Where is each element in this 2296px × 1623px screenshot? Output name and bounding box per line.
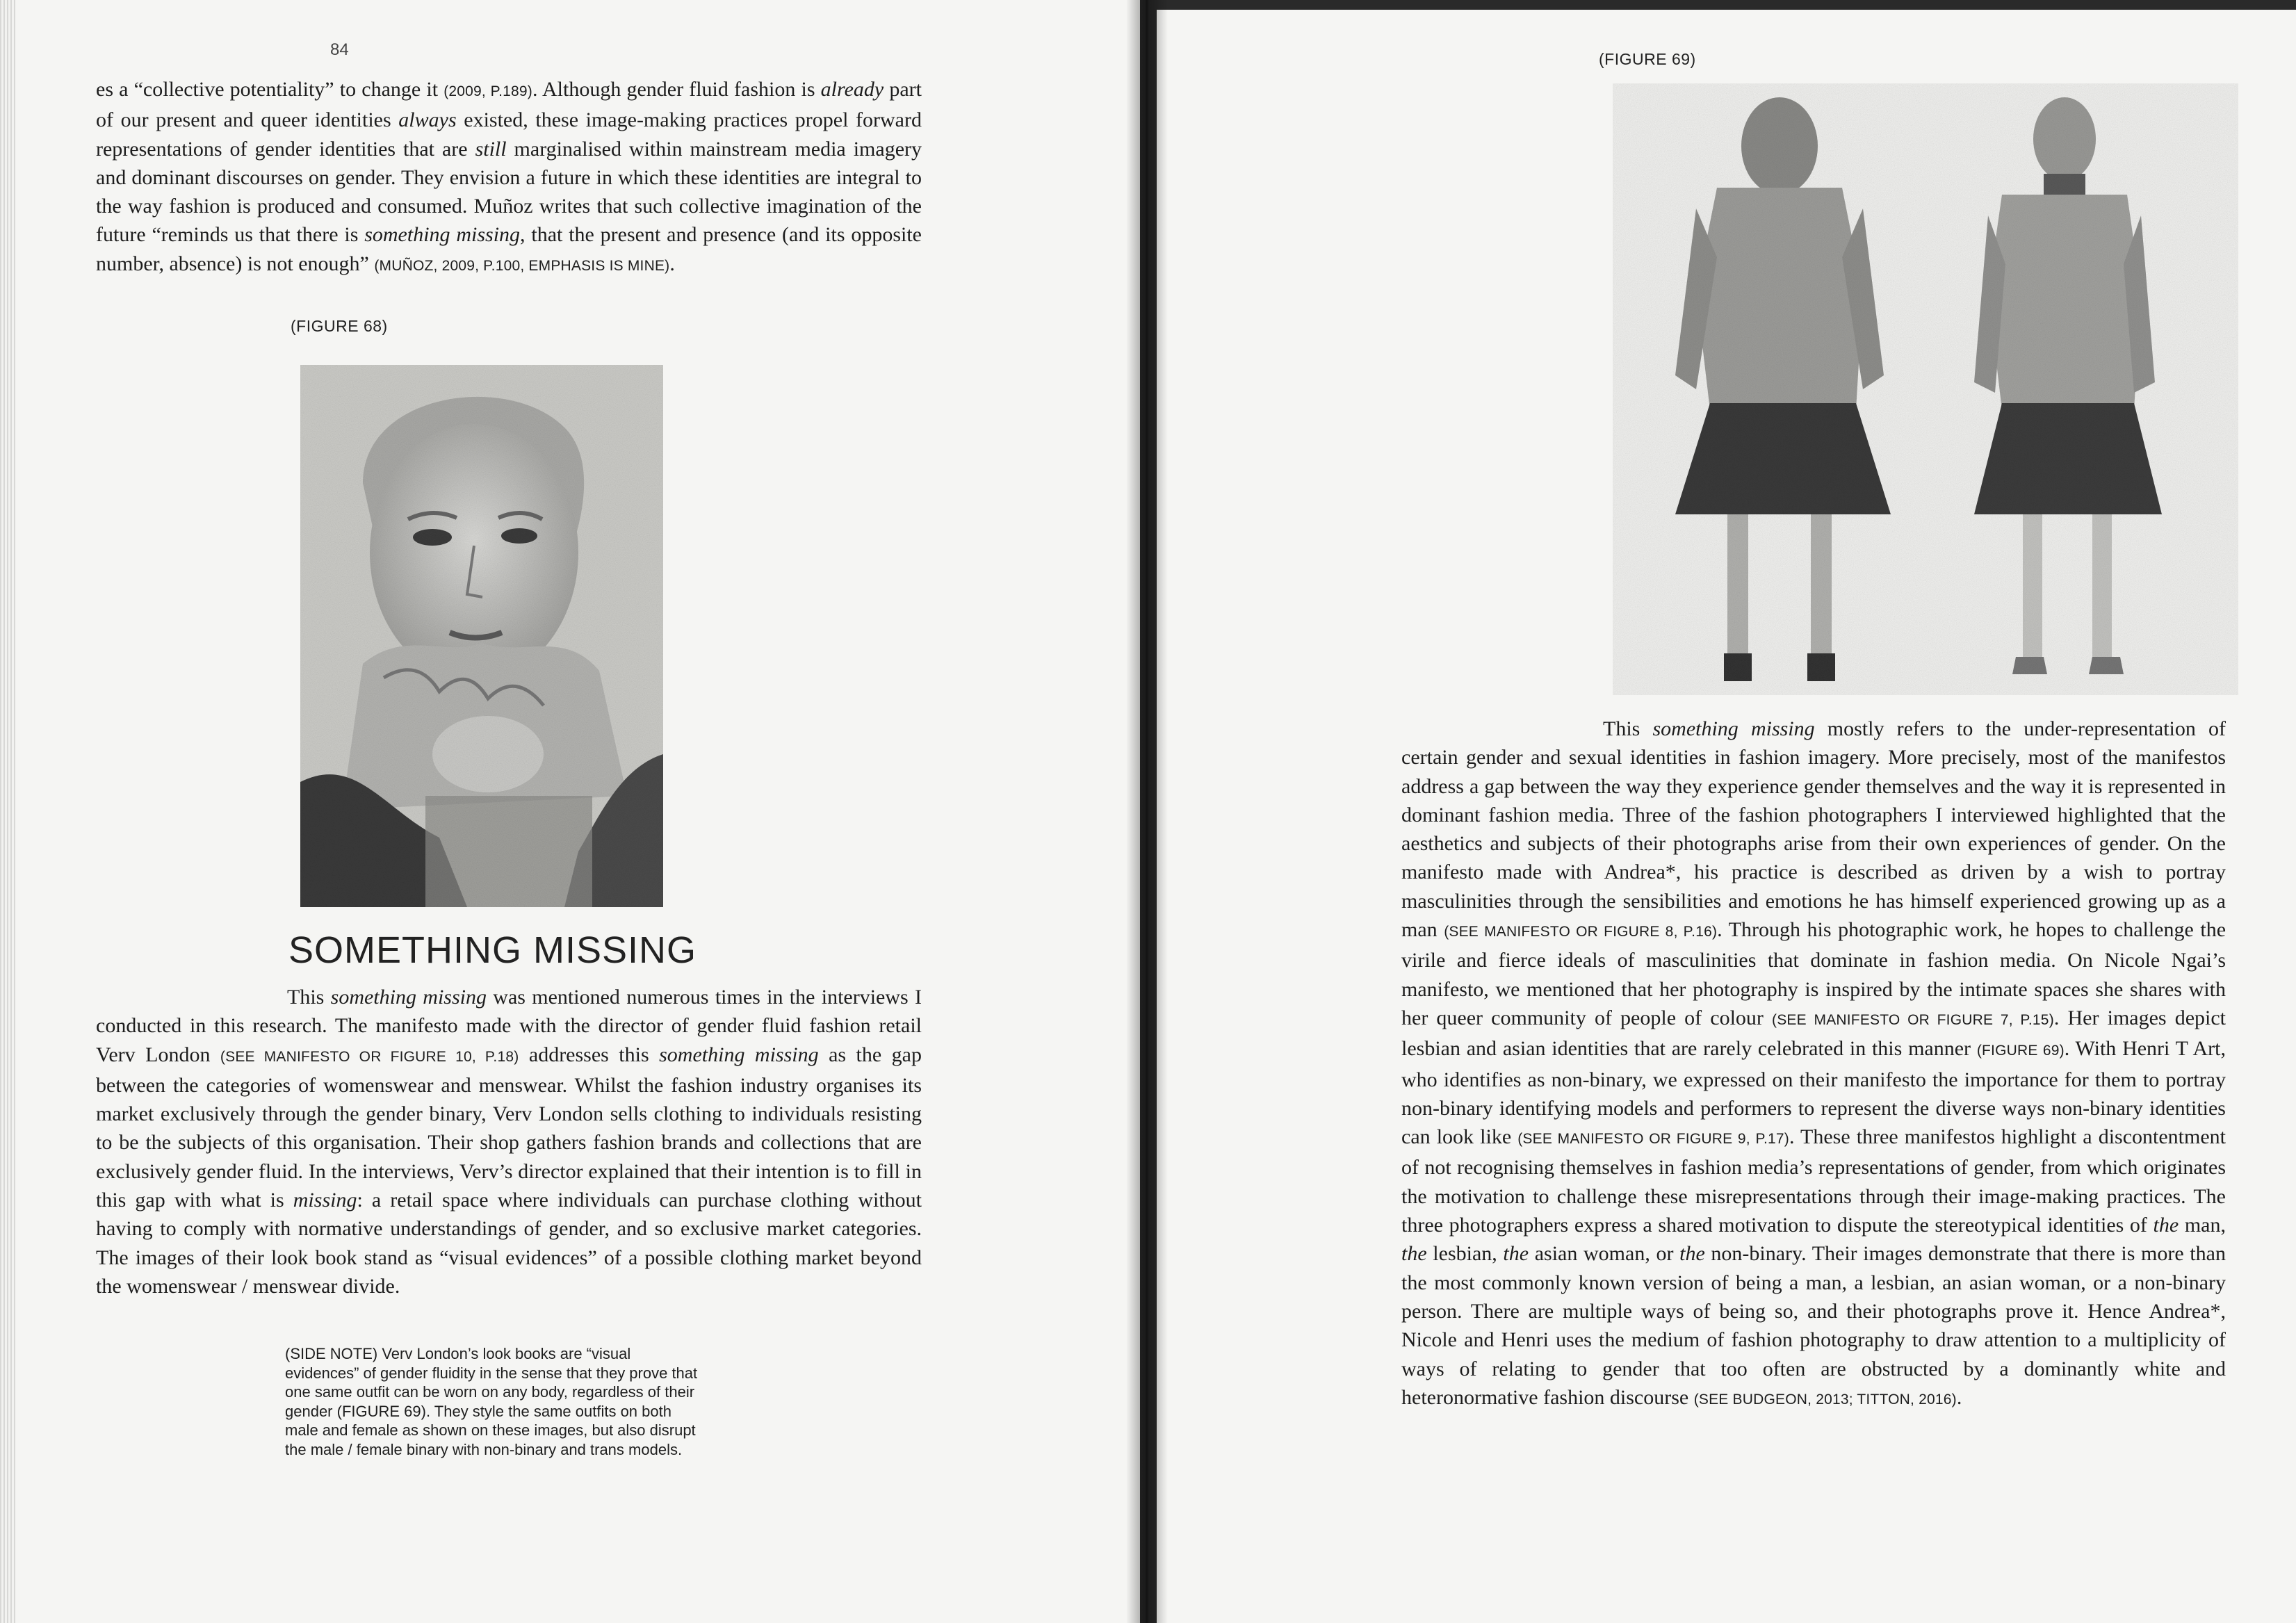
paragraph-representation: This something missing mostly refers to the under-representation of certain gender and sexual identities in fashion imagery. More precisely, most of the manifestos address a gap between the way they experience gender themselves and the way it is represented in dominant fashion media. Three of the fashion photographers I interviewed highlighted that the aesthetics and subjects of their photographs arise from their own experiences of gender. On the manifesto made with Andrea*, his practice is described as driven by a wish to portray masculinities through the sensibilities and emotions he has himself experienced growing up as a man (SEE MANIFESTO OR FIGURE 8, P.16). Through his photographic work, he hopes to challenge the virile and fierce ideals of masculinities that dominate in fashion media. On Nicole Ngai’s manifesto, we mentioned that her photography is inspired by the intimate spaces she shares with her queer community of people of colour (SEE MANIFESTO OR FIGURE 7, P.15). Her images depict lesbian and asian identities that are rarely celebrated in this manner (FIGURE 69). With Henri T Art, who identifies as non-binary, we expressed on their manifesto the importance for them to portray non-binary identifying models and performers to represent the diverse ways non-binary identities can look like (SEE MANIFESTO OR FIGURE 9, P.17). These three manifestos highlight a discontentment of not recognising themselves in fashion media’s representations of gender, from which originates the motivation to challenge these misrepresentations through their image-making practices. The three photographers express a shared motivation to dispute the stereotypical identities of the man, the lesbian, the asian woman, or the non-binary. Their images demonstrate that there is more than the most commonly known version of being a man, a lesbian, an asian woman, or a non-binary person. There are multiple ways of being so, and their photographs prove it. Hence Andrea*, Nicole and Henri uses the medium of fashion photography to draw attention to a multiplicity of ways of relating to gender that too often are obstructed by a dominantly white and heteronormative fashion discourse (SEE BUDGEON, 2013; TITTON, 2016).: [1401, 717, 2226, 1409]
paragraph-something-missing: This something missing was mentioned numerous times in the interviews I conducted in this research. The manifesto made with the director of gender fluid fashion retail Verv London (SEE MANIFESTO OR FIGURE 10, P.18) addresses this something missing as the gap between the categories of womenswear and menswear. Whilst the fashion industry organises its market exclusively through the gender binary, Verv London sells clothing to individuals resisting to be the subjects of this organisation. Their shop gathers fashion brands and collections that are exclusively gender fluid. In the interviews, Verv’s director explained that their intention is to fill in this gap with what is missing: a retail space where individuals can purchase clothing without having to comply with normative understandings of gender, and so exclusive market categories. The images of their look book stand as “visual evidences” of a possible clothing market beyond the womenswear / menswear divide.: [96, 986, 922, 1298]
book-gutter: [1126, 0, 1168, 1623]
side-note: (SIDE NOTE) Verv London’s look books are “visual evidences” of gender fluidity in the sense that they prove that one same outfit can be worn on any body, regardless of their gender (FIGURE 69). They style the same outfits on both male and female as shown on these images, but also disrupt the male / female binary with non-binary and trans models.: [285, 1345, 698, 1458]
figure-68-portrait-photo: [300, 365, 663, 907]
left-page: [0, 0, 1140, 1623]
figure-69-caption: (FIGURE 69): [1599, 50, 1696, 68]
page-edges: [0, 0, 15, 1623]
section-heading: SOMETHING MISSING: [288, 929, 697, 971]
figure-69-lookbook-photo: [1613, 83, 2238, 695]
paragraph-intro: es a “collective potentiality” to change it (2009, P.189). Although gender fluid fashion is already part of our present and queer identities always existed, these image-making practices propel forward representations of gender identities that are still marginalised within mainstream media imagery and dominant discourses on gender. They envision a future in which these identities are integral to the way fashion is produced and consumed. Muñoz writes that such collective imagination of the future “reminds us that there is something missing, that the present and presence (and its opposite number, absence) is not enough” (MUÑOZ, 2009, P.100, EMPHASIS IS MINE).: [96, 78, 922, 275]
page-number: 84: [330, 40, 349, 59]
figure-68-caption: (FIGURE 68): [291, 317, 388, 335]
